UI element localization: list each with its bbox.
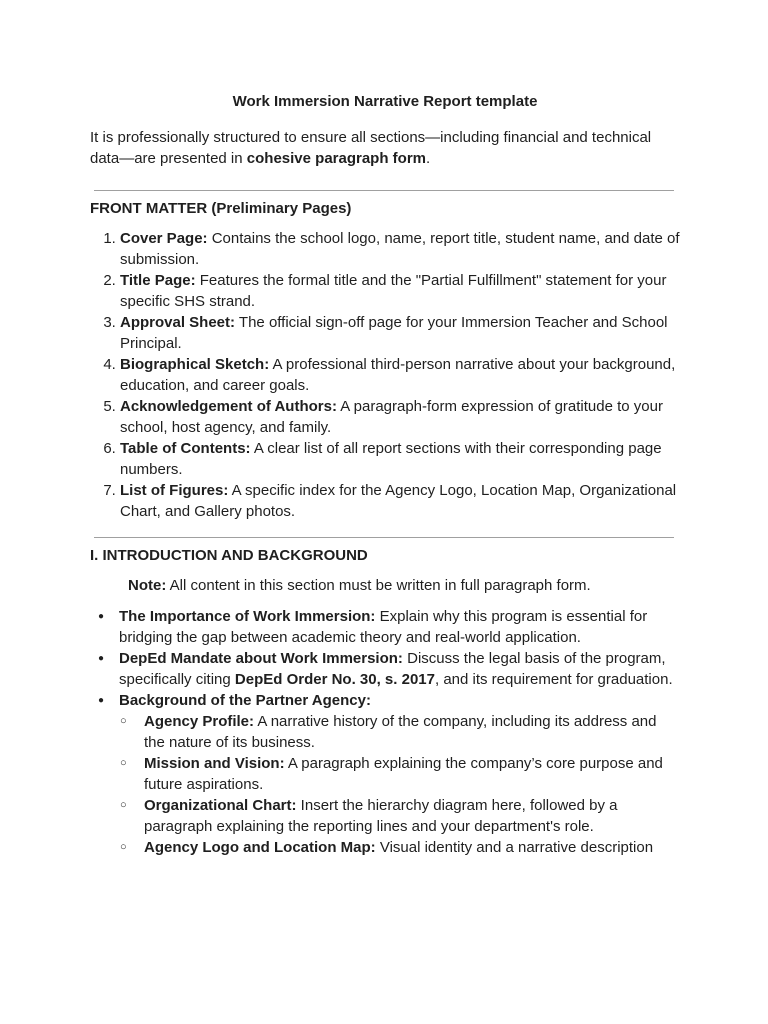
item-text: The official sign-off page for your Immersion Teacher and School Principal. bbox=[120, 314, 668, 352]
list-item bbox=[120, 396, 680, 438]
item-label: Table of Contents: bbox=[120, 440, 251, 457]
item-label: List of Figures: bbox=[120, 482, 229, 499]
item-label: Biographical Sketch: bbox=[120, 356, 270, 373]
item-label: Title Page: bbox=[120, 272, 196, 289]
item-text: A paragraph-form expression of gratitude to your school, host agency, and family. bbox=[120, 398, 663, 436]
sub-list-item bbox=[144, 711, 680, 753]
item-text: A specific index for the Agency Logo, Location Map, Organizational Chart, and Gallery photos. bbox=[120, 482, 677, 520]
list-item bbox=[120, 438, 680, 480]
item-label: Agency Profile: bbox=[144, 713, 255, 730]
item-label: Approval Sheet: bbox=[120, 314, 236, 331]
list-item bbox=[120, 312, 680, 354]
divider bbox=[94, 190, 674, 191]
list-item bbox=[119, 648, 680, 690]
intro-end: . bbox=[426, 150, 431, 167]
list-item bbox=[120, 270, 680, 312]
note-text: All content in this section must be written in full paragraph form. bbox=[166, 577, 591, 594]
sub-list-item bbox=[144, 753, 680, 795]
item-text: Features the formal title and the "Partial Fulfillment" statement for your specific SHS strand. bbox=[120, 272, 667, 310]
agency-sublist bbox=[119, 711, 680, 858]
item-text: Insert the hierarchy diagram here, followed by a paragraph explaining the reporting lines and your department's role. bbox=[144, 797, 618, 835]
list-item bbox=[119, 606, 680, 648]
item-text: A narrative history of the company, including its address and the nature of its business. bbox=[144, 713, 657, 751]
item-text: A professional third-person narrative about your background, education, and career goals. bbox=[120, 356, 676, 394]
item-label: Cover Page: bbox=[120, 230, 208, 247]
item-text: A clear list of all report sections with their corresponding page numbers. bbox=[120, 440, 662, 478]
list-item bbox=[120, 228, 680, 270]
document-title: Work Immersion Narrative Report template bbox=[232, 93, 538, 110]
deped-order-citation: DepEd Order No. 30, s. 2017 bbox=[234, 671, 435, 688]
item-label: Organizational Chart: bbox=[144, 797, 297, 814]
list-item bbox=[119, 690, 680, 858]
front-matter-list bbox=[90, 228, 680, 522]
note-label: Note: bbox=[128, 577, 167, 594]
item-text: Visual identity and a narrative description bbox=[375, 839, 654, 856]
item-label: DepEd Mandate about Work Immersion: bbox=[119, 650, 403, 667]
document-page bbox=[90, 91, 680, 858]
divider bbox=[94, 537, 674, 538]
item-label: Agency Logo and Location Map: bbox=[144, 839, 376, 856]
introduction-heading: I. INTRODUCTION AND BACKGROUND bbox=[90, 547, 368, 564]
item-label: Background of the Partner Agency: bbox=[119, 692, 371, 709]
intro-bold-text: cohesive paragraph form bbox=[246, 150, 427, 167]
intro-text: It is professionally structured to ensure all sections—including financial and technical data—are presented in bbox=[90, 129, 652, 167]
note-paragraph bbox=[128, 575, 680, 596]
introduction-list bbox=[90, 606, 680, 858]
item-text: Contains the school logo, name, report title, student name, and date of submission. bbox=[120, 230, 680, 268]
item-text: , and its requirement for graduation. bbox=[434, 671, 673, 688]
item-label: Acknowledgement of Authors: bbox=[120, 398, 337, 415]
item-text: Discuss the legal basis of the program, specifically citing bbox=[119, 650, 666, 688]
front-matter-heading: FRONT MATTER (Preliminary Pages) bbox=[90, 200, 352, 217]
list-item bbox=[120, 480, 680, 522]
item-label: The Importance of Work Immersion: bbox=[119, 608, 376, 625]
item-text: A paragraph explaining the company’s core purpose and future aspirations. bbox=[144, 755, 663, 793]
item-label: Mission and Vision: bbox=[144, 755, 285, 772]
intro-paragraph bbox=[90, 127, 680, 169]
list-item bbox=[120, 354, 680, 396]
sub-list-item bbox=[144, 837, 680, 858]
item-text: Explain why this program is essential for bridging the gap between academic theory and real-world application. bbox=[119, 608, 648, 646]
sub-list-item bbox=[144, 795, 680, 837]
